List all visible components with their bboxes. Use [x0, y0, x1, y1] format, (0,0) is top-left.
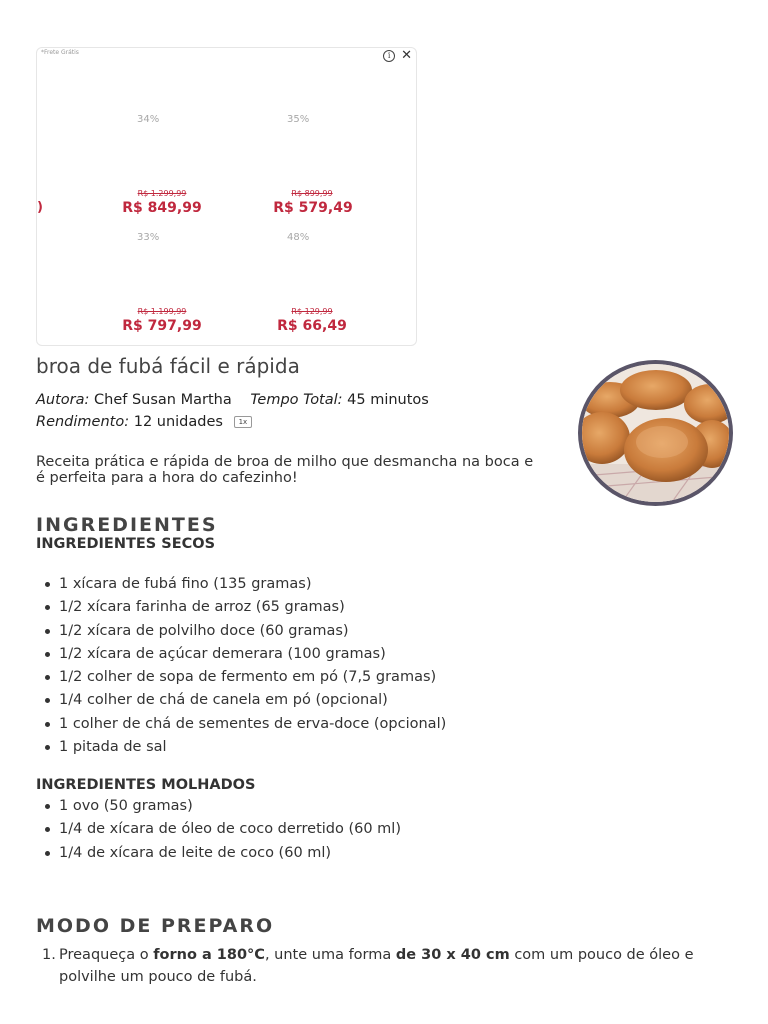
preparation-steps [36, 944, 726, 988]
step-text: com um pouco de óleo e polvilhe um pouco de fubá. [59, 947, 694, 985]
ingredient-item: 1/4 de xícara de leite de coco (60 ml) [36, 844, 736, 867]
price: R$ 579,49 [273, 200, 353, 216]
ingredient-item: 1 ovo (50 gramas) [36, 797, 736, 820]
discount-label: 34% [137, 114, 160, 125]
ad-product-card[interactable] [237, 232, 387, 346]
servings-scale-button[interactable]: 1x [234, 416, 253, 428]
discount-label: 35% [287, 114, 310, 125]
ingredient-item: 1 pitada de sal [36, 738, 736, 761]
recipe-title: broa de fubá fácil e rápida [36, 354, 300, 378]
price: R$ 849,99 [122, 200, 202, 216]
ad-product-card[interactable] [237, 114, 387, 232]
yield-value: 12 unidades [133, 414, 223, 430]
info-icon[interactable]: i [383, 50, 395, 62]
price: R$ 66,49 [277, 318, 347, 334]
dry-ingredients-heading: INGREDIENTES SECOS [36, 536, 216, 552]
yield-label: Rendimento: [36, 414, 130, 430]
ad-product-card[interactable] [87, 114, 237, 232]
recipe-meta-yield [36, 414, 252, 430]
product-ad[interactable] [36, 47, 417, 346]
recipe-summary: Receita prática e rápida de broa de milho que desmancha na boca e é perfeita para a hora do cafezinho! [36, 454, 534, 486]
recipe-photo [578, 360, 733, 506]
ingredient-item: 1 colher de chá de sementes de erva-doce (opcional) [36, 715, 736, 738]
ingredient-item: 1/4 colher de chá de canela em pó (opcional) [36, 691, 736, 714]
discount-label: 48% [287, 232, 310, 243]
ingredients-heading: INGREDIENTES [36, 514, 218, 536]
step-number: 1. [42, 947, 56, 963]
ingredient-item: 1/2 colher de sopa de fermento em pó (7,5 gramas) [36, 668, 736, 691]
total-time-value: 45 minutos [347, 392, 429, 408]
author-name: Chef Susan Martha [94, 392, 232, 408]
dry-ingredients-list [36, 575, 736, 761]
wet-ingredients-heading: INGREDIENTES MOLHADOS [36, 777, 256, 793]
wet-ingredients-list [36, 797, 736, 867]
step-highlight-pan-size: de 30 x 40 cm [395, 947, 510, 963]
preparation-heading: MODO DE PREPARO [36, 915, 275, 937]
recipe-meta-author-time [36, 392, 429, 408]
total-time-label: Tempo Total: [250, 392, 343, 408]
old-price: R$ 1.199,99 [137, 307, 187, 316]
step-text: , unte uma forma [264, 947, 396, 963]
ad-partial-price: ) [37, 200, 43, 215]
old-price: R$ 899,99 [291, 189, 333, 198]
old-price: R$ 1.299,99 [137, 189, 187, 198]
step-text: Preaqueça o [59, 947, 154, 963]
ad-product-card[interactable] [87, 232, 237, 346]
preparation-step [36, 944, 726, 988]
ad-controls [383, 50, 412, 62]
ingredient-item: 1/2 xícara farinha de arroz (65 gramas) [36, 598, 736, 621]
ingredient-item: 1 xícara de fubá fino (135 gramas) [36, 575, 736, 598]
discount-label: 33% [137, 232, 160, 243]
cornbread-cookies-image [582, 364, 729, 502]
ingredient-item: 1/4 de xícara de óleo de coco derretido (60 ml) [36, 820, 736, 843]
old-price: R$ 129,99 [291, 307, 333, 316]
close-icon[interactable]: ✕ [401, 48, 412, 63]
step-highlight-temperature: forno a 180°C [153, 947, 265, 963]
ingredient-item: 1/2 xícara de polvilho doce (60 gramas) [36, 622, 736, 645]
ingredient-item: 1/2 xícara de açúcar demerara (100 gramas) [36, 645, 736, 668]
author-label: Autora: [36, 392, 90, 408]
price: R$ 797,99 [122, 318, 202, 334]
ad-free-shipping-label: *Frete Grátis [41, 49, 79, 56]
